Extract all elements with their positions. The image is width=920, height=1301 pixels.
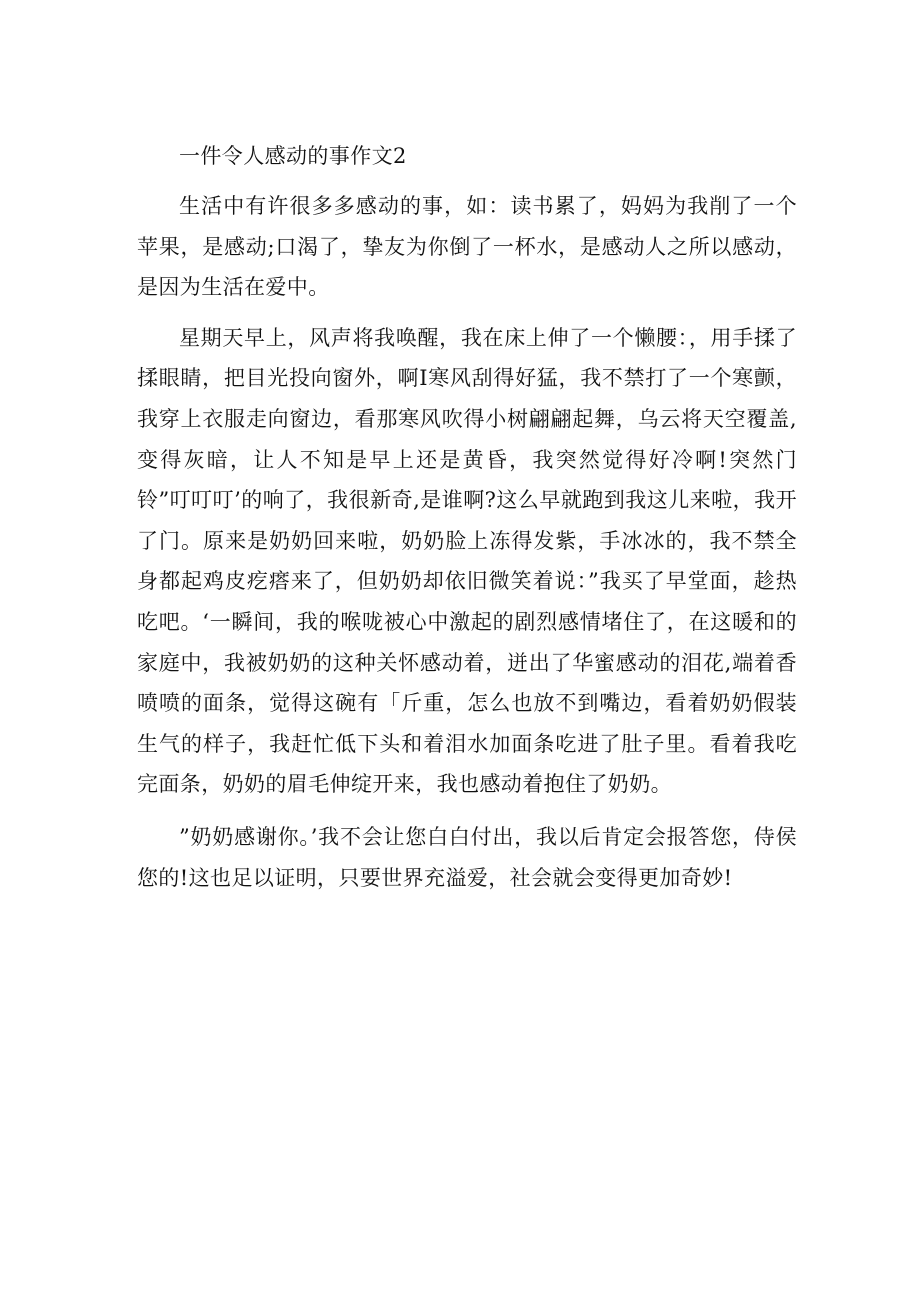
document-body: [137, 138, 797, 910]
paragraph-conclusion: ”奶奶感谢你。’我不会让您白白付出，我以后肯定会报答您，侍侯您的!这也足以证明，只要世界充溢爱，社会就会变得更加奇妙!: [137, 824, 797, 890]
document-title: 一件令人感动的事作文2: [179, 144, 407, 168]
paragraph-story: 星期天早上，风声将我唤醒，我在床上伸了一个懒腰：，用手揉了揉眼睛，把目光投向窗外，啊I寒风刮得好猛，我不禁打了一个寒颤，我穿上衣服走向窗边，看那寒风吹得小树翩翩起舞，乌云将天空覆盖,变得灰暗，让人不知是早上还是黄昏，我突然觉得好冷啊!突然门铃”叮叮叮’的响了，我很新奇,是谁啊?这么早就跑到我这儿来啦，我开了门。原来是奶奶回来啦，奶奶脸上冻得发紫，手冰冰的，我不禁全身都起鸡皮疙瘩来了，但奶奶却依旧微笑着说：”我买了早堂面，趁热吃吧。‘一瞬间，我的喉咙被心中激起的剧烈感情堵住了，在这暖和的家庭中，我被奶奶的这种关怀感动着，迸出了华蜜感动的泪花,端着香喷喷的面条，觉得这碗有「斤重，怎么也放不到嘴边，看着奶奶假装生气的样子，我赶忙低下头和着泪水加面条吃进了肚子里。看着我吃完面条，奶奶的眉毛伸绽开来，我也感动着抱住了奶奶。: [137, 325, 797, 797]
paragraph-intro: 生活中有许很多多感动的事，如：读书累了，妈妈为我削了一个苹果，是感动;口渴了，挚友为你倒了一杯水，是感动人之所以感动，是因为生活在爱中。: [137, 194, 797, 300]
